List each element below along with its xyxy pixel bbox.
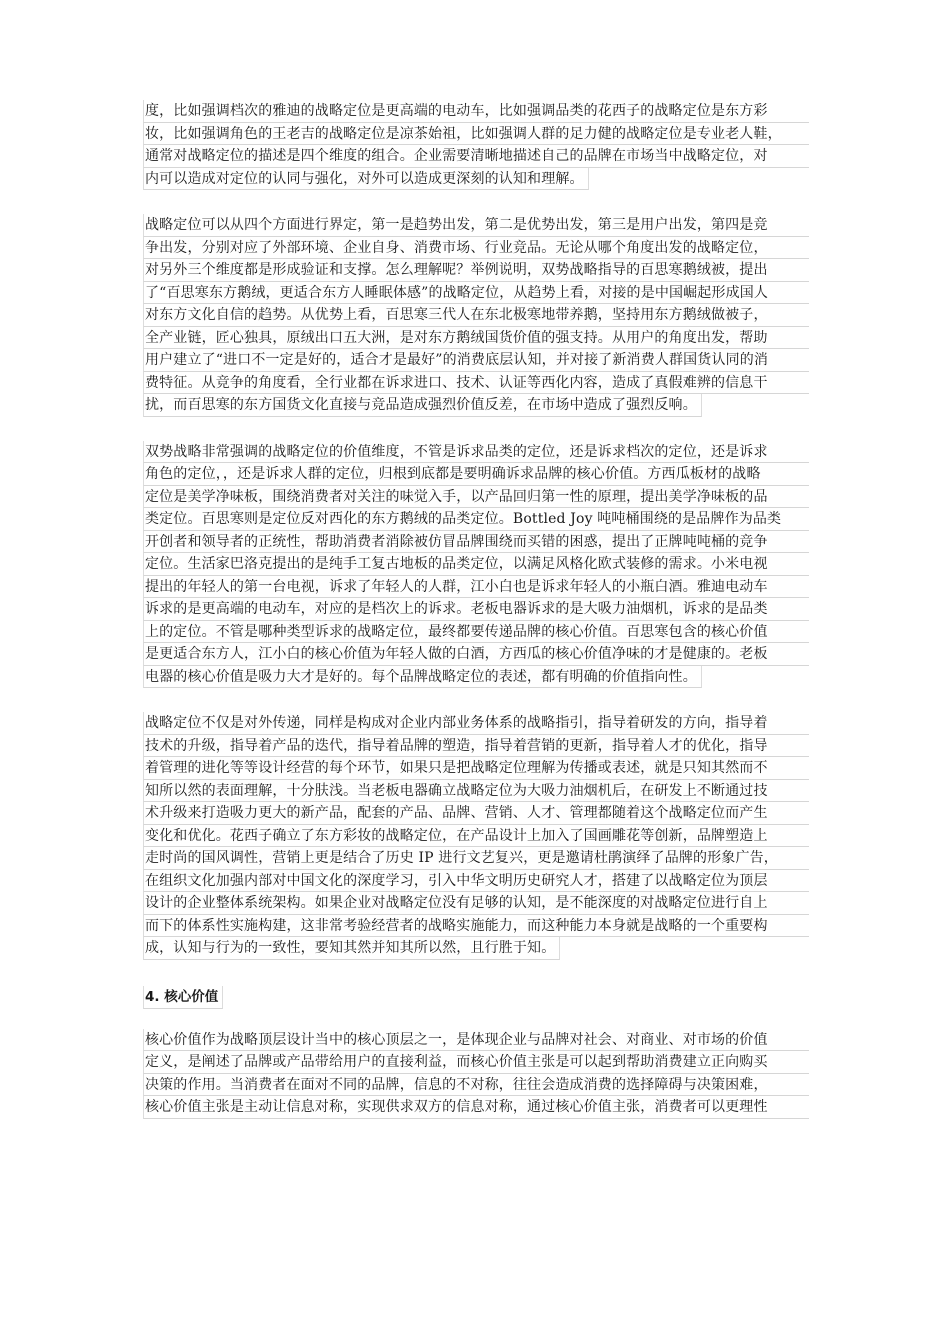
- text-line: 角色的定位，，还是诉求人群的定位，归根到底都是要明确诉求品牌的核心价值。方西瓜板材的战略: [143, 463, 809, 486]
- text-line: 在组织文化加强内部对中国文化的深度学习，引入中华文明历史研究人才，搭建了以战略定位为顶层: [143, 870, 809, 893]
- text-line: 术升级来打造吸力更大的新产品，配套的产品、品牌、营销、人才、管理都随着这个战略定位而产生: [143, 802, 809, 825]
- text-line: 走时尚的国风调性，营销上更是结合了历史 IP 进行文艺复兴，更是邀请杜鹃演绎了品牌的形象广告，: [143, 847, 809, 870]
- text-line: 全产业链，匠心独具，原绒出口五大洲，是对东方鹅绒国货价值的强支持。从用户的角度出发，帮助: [143, 327, 809, 350]
- text-line: 而下的体系性实施构建，这非常考验经营者的战略实施能力，而这种能力本身就是战略的一个重要构: [143, 915, 809, 938]
- text-line: 用户建立了“进口不一定是好的，适合才是最好”的消费底层认知，并对接了新消费人群国货认同的消: [143, 349, 809, 372]
- text-line: 双势战略非常强调的战略定位的价值维度，不管是诉求品类的定位，还是诉求档次的定位，还是诉求: [143, 441, 809, 464]
- text-line: 上的定位。不管是哪种类型诉求的战略定位，最终都要传递品牌的核心价值。百思寒包含的核心价值: [143, 621, 809, 644]
- paragraph-value-dimension: [143, 441, 809, 693]
- text-line: 扰，而百思寒的东方国货文化直接与竞品造成强烈价值反差，在市场中造成了强烈反响。: [143, 394, 702, 417]
- text-line: 通常对战略定位的描述是四个维度的组合。企业需要清晰地描述自己的品牌在市场当中战略定位，对: [143, 145, 809, 168]
- text-line: 对另外三个维度都是形成验证和支撑。怎么理解呢？举例说明，双势战略指导的百思寒鹅绒被，提出: [143, 259, 809, 282]
- text-line: 决策的作用。当消费者在面对不同的品牌，信息的不对称，往往会造成消费的选择障碍与决策困难，: [143, 1074, 809, 1097]
- text-line: 着管理的进化等等设计经营的每个环节，如果只是把战略定位理解为传播或表述，就是只知其然而不: [143, 757, 809, 780]
- text-line: 成，认知与行为的一致性，要知其然并知其所以然，且行胜于知。: [143, 937, 560, 960]
- paragraph-positioning-dimensions: [143, 100, 809, 194]
- text-line: 定位。生活家巴洛克提出的是纯手工复古地板的品类定位，以满足风格化欧式装修的需求。小米电视: [143, 553, 809, 576]
- paragraph-core-value: [143, 1029, 809, 1119]
- text-line: 对东方文化自信的趋势。从优势上看，百思寒三代人在东北极寒地带养鹅，坚持用东方鹅绒做被子，: [143, 304, 809, 327]
- text-line: 是更适合东方人，江小白的核心价值为年轻人做的白酒，方西瓜的核心价值净味的才是健康的。老板: [143, 643, 809, 666]
- text-line: 开创者和领导者的正统性，帮助消费者消除被仿冒品牌围绕而买错的困惑，提出了正牌吨吨桶的竞争: [143, 531, 809, 554]
- text-line: 技术的升级，指导着产品的迭代，指导着品牌的塑造，指导着营销的更新，指导着人才的优化，指导: [143, 735, 809, 758]
- text-line: 提出的年轻人的第一台电视，诉求了年轻人的人群，江小白也是诉求年轻人的小瓶白酒。雅迪电动车: [143, 576, 809, 599]
- text-line: 变化和优化。花西子确立了东方彩妆的战略定位，在产品设计上加入了国画雕花等创新，品牌塑造上: [143, 825, 809, 848]
- section-heading: 4. 核心价值: [143, 986, 223, 1009]
- text-line: 了“百思寒东方鹅绒，更适合东方人睡眠体感”的战略定位，从趋势上看，对接的是中国崛起形成国人: [143, 282, 809, 305]
- text-line: 定义，是阐述了品牌或产品带给用户的直接利益，而核心价值主张是可以起到帮助消费建立正向购买: [143, 1051, 809, 1074]
- text-line: 核心价值主张是主动让信息对称，实现供求双方的信息对称，通过核心价值主张，消费者可以更理性: [143, 1096, 809, 1119]
- text-line: 战略定位不仅是对外传递，同样是构成对企业内部业务体系的战略指引，指导着研发的方向，指导着: [143, 712, 809, 735]
- document-page: [143, 100, 809, 1139]
- paragraph-four-aspects: [143, 214, 809, 421]
- text-line: 诉求的是更高端的电动车，对应的是档次上的诉求。老板电器诉求的是大吸力油烟机，诉求的是品类: [143, 598, 809, 621]
- text-line: 设计的企业整体系统架构。如果企业对战略定位没有足够的认知，是不能深度的对战略定位进行自上: [143, 892, 809, 915]
- text-line: 争出发，分别对应了外部环境、企业自身、消费市场、行业竞品。无论从哪个角度出发的战略定位，: [143, 237, 809, 260]
- text-line: 度，比如强调档次的雅迪的战略定位是更高端的电动车，比如强调品类的花西子的战略定位是东方彩: [143, 100, 809, 123]
- text-line: 电器的核心价值是吸力大才是好的。每个品牌战略定位的表述，都有明确的价值指向性。: [143, 666, 702, 689]
- text-line: 核心价值作为战略顶层设计当中的核心顶层之一，是体现企业与品牌对社会、对商业、对市场的价值: [143, 1029, 809, 1052]
- text-line: 战略定位可以从四个方面进行界定，第一是趋势出发，第二是优势出发，第三是用户出发，第四是竞: [143, 214, 809, 237]
- text-line: 内可以造成对定位的认同与强化，对外可以造成更深刻的认知和理解。: [143, 168, 589, 191]
- text-line: 妆，比如强调角色的王老吉的战略定位是凉茶始祖，比如强调人群的足力健的战略定位是专业老人鞋，: [143, 123, 809, 146]
- text-line: 知所以然的表面理解，十分肤浅。当老板电器确立战略定位为大吸力油烟机后，在研发上不断通过技: [143, 780, 809, 803]
- text-line: 费特征。从竞争的角度看，全行业都在诉求进口、技术、认证等西化内容，造成了真假难辨的信息干: [143, 372, 809, 395]
- paragraph-internal-guidance: [143, 712, 809, 964]
- text-line: 定位是美学净味板，围绕消费者对关注的味觉入手，以产品回归第一性的原理，提出美学净味板的品: [143, 486, 809, 509]
- text-line: 类定位。百思寒则是定位反对西化的东方鹅绒的品类定位。Bottled Joy 吨吨桶围绕的是品牌作为品类: [143, 508, 809, 531]
